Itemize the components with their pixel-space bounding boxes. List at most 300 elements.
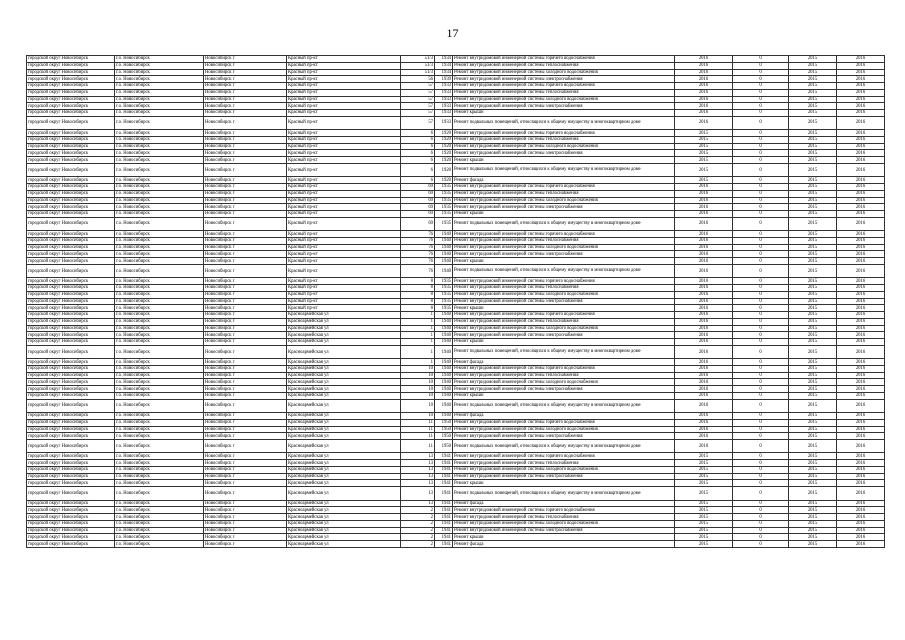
street-cell: Красный пр-кт [287, 264, 401, 277]
street-cell: Красноармейская ул [287, 372, 401, 379]
planned-year-cell: 2015 [675, 507, 733, 514]
city-cell: Новосибирск г [204, 116, 287, 129]
settlement-cell: г.о. Новосибирск [115, 231, 204, 238]
street-cell: Красноармейская ул [287, 399, 401, 412]
build-year-cell: 1940 [435, 392, 453, 399]
table-row [27, 163, 885, 176]
street-cell: Красноармейская ул [287, 487, 401, 500]
house-number-cell: 57 [401, 83, 435, 90]
city-cell: Новосибирск г [204, 89, 287, 96]
house-number-cell: 10 [401, 372, 435, 379]
period-end-cell: 2016 [837, 76, 885, 83]
street-cell: Красный пр-кт [287, 110, 401, 117]
table-row [27, 116, 885, 129]
work-type-cell: Ремонт внутридомовой инженерной системы теплоснабжения [453, 318, 675, 325]
table-row [27, 379, 885, 386]
period-start-cell: 2015 [789, 285, 837, 292]
planned-year-cell: 2016 [675, 237, 733, 244]
house-number-cell: 76 [401, 258, 435, 265]
period-start-cell: 2015 [789, 110, 837, 117]
city-cell: Новосибирск г [204, 487, 287, 500]
table-row [27, 534, 885, 541]
planned-year-cell: 2015 [675, 130, 733, 137]
street-cell: Красный пр-кт [287, 217, 401, 230]
house-number-cell: 76 [401, 264, 435, 277]
settlement-cell: г.о. Новосибирск [115, 143, 204, 150]
period-end-cell: 2016 [837, 237, 885, 244]
cost-cell: 0 [733, 298, 789, 305]
work-type-cell: Ремонт внутридомовой инженерной системы электроснабжения [453, 386, 675, 393]
cost-cell: 0 [733, 184, 789, 191]
period-start-cell: 2015 [789, 325, 837, 332]
build-year-cell: 1950 [435, 433, 453, 440]
period-end-cell: 2016 [837, 480, 885, 487]
city-cell: Новосибирск г [204, 298, 287, 305]
work-type-cell: Ремонт внутридомовой инженерной системы холодного водоснабжения [453, 197, 675, 204]
street-cell: Красный пр-кт [287, 184, 401, 191]
work-type-cell: Ремонт внутридомовой инженерной системы теплоснабжения [453, 190, 675, 197]
period-end-cell: 2016 [837, 507, 885, 514]
build-year-cell: 1940 [435, 231, 453, 238]
work-type-cell: Ремонт внутридомовой инженерной системы холодного водоснабжения [453, 325, 675, 332]
build-year-cell: 1941 [435, 480, 453, 487]
planned-year-cell: 2016 [675, 89, 733, 96]
period-start-cell: 2015 [789, 244, 837, 251]
period-end-cell: 2016 [837, 96, 885, 103]
settlement-cell: г.о. Новосибирск [115, 487, 204, 500]
street-cell: Красноармейская ул [287, 541, 401, 548]
city-cell: Новосибирск г [204, 136, 287, 143]
period-start-cell: 2015 [789, 251, 837, 258]
house-number-cell: 6 [401, 143, 435, 150]
city-cell: Новосибирск г [204, 96, 287, 103]
table-row [27, 419, 885, 426]
cost-cell: 0 [733, 359, 789, 366]
period-start-cell: 2015 [789, 157, 837, 164]
period-end-cell: 2016 [837, 298, 885, 305]
table-row [27, 136, 885, 143]
house-number-cell: 13 [401, 500, 435, 507]
table-row [27, 103, 885, 110]
build-year-cell: 1935 [435, 184, 453, 191]
period-end-cell: 2016 [837, 534, 885, 541]
period-end-cell: 2016 [837, 359, 885, 366]
planned-year-cell: 2016 [675, 318, 733, 325]
planned-year-cell: 2016 [675, 264, 733, 277]
planned-year-cell: 2016 [675, 217, 733, 230]
cost-cell: 0 [733, 163, 789, 176]
city-cell: Новосибирск г [204, 190, 287, 197]
settlement-cell: г.о. Новосибирск [115, 264, 204, 277]
street-cell: Красный пр-кт [287, 56, 401, 63]
settlement-cell: г.о. Новосибирск [115, 379, 204, 386]
settlement-cell: г.о. Новосибирск [115, 204, 204, 211]
period-start-cell: 2015 [789, 217, 837, 230]
settlement-cell: г.о. Новосибирск [115, 339, 204, 346]
table-row [27, 339, 885, 346]
cost-cell: 0 [733, 157, 789, 164]
municipality-cell: городской округ Новосибирск [27, 305, 115, 312]
cost-cell: 0 [733, 177, 789, 184]
house-number-cell: 13 [401, 487, 435, 500]
cost-cell: 0 [733, 305, 789, 312]
street-cell: Красный пр-кт [287, 305, 401, 312]
planned-year-cell: 2016 [675, 56, 733, 63]
settlement-cell: г.о. Новосибирск [115, 56, 204, 63]
period-end-cell: 2016 [837, 130, 885, 137]
period-end-cell: 2016 [837, 372, 885, 379]
municipality-cell: городской округ Новосибирск [27, 76, 115, 83]
street-cell: Красноармейская ул [287, 392, 401, 399]
table-row [27, 386, 885, 393]
planned-year-cell: 2016 [675, 103, 733, 110]
house-number-cell: 57 [401, 96, 435, 103]
cost-cell: 0 [733, 211, 789, 218]
city-cell: Новосибирск г [204, 103, 287, 110]
work-type-cell: Ремонт внутридомовой инженерной системы электроснабжения [453, 103, 675, 110]
work-type-cell: Ремонт внутридомовой инженерной системы теплоснабжения [453, 460, 675, 467]
settlement-cell: г.о. Новосибирск [115, 312, 204, 319]
table-row [27, 237, 885, 244]
cost-cell: 0 [733, 325, 789, 332]
planned-year-cell: 2016 [675, 190, 733, 197]
planned-year-cell: 2016 [675, 83, 733, 90]
house-number-cell: 76 [401, 231, 435, 238]
street-cell: Красный пр-кт [287, 204, 401, 211]
street-cell: Красный пр-кт [287, 211, 401, 218]
house-number-cell: 76 [401, 237, 435, 244]
period-start-cell: 2015 [789, 359, 837, 366]
street-cell: Красноармейская ул [287, 514, 401, 521]
municipality-cell: городской округ Новосибирск [27, 433, 115, 440]
municipality-cell: городской округ Новосибирск [27, 150, 115, 157]
table-row [27, 190, 885, 197]
street-cell: Красноармейская ул [287, 480, 401, 487]
table-row [27, 372, 885, 379]
city-cell: Новосибирск г [204, 69, 287, 76]
planned-year-cell: 2016 [675, 386, 733, 393]
cost-cell: 0 [733, 278, 789, 285]
build-year-cell: 1940 [435, 359, 453, 366]
street-cell: Красный пр-кт [287, 237, 401, 244]
street-cell: Красный пр-кт [287, 285, 401, 292]
work-type-cell: Ремонт внутридомовой инженерной системы теплоснабжения [453, 62, 675, 69]
planned-year-cell: 2016 [675, 345, 733, 358]
house-number-cell: 69 [401, 184, 435, 191]
house-number-cell: 76 [401, 244, 435, 251]
city-cell: Новосибирск г [204, 318, 287, 325]
street-cell: Красноармейская ул [287, 440, 401, 453]
house-number-cell: 10 [401, 392, 435, 399]
city-cell: Новосибирск г [204, 258, 287, 265]
table-row [27, 150, 885, 157]
table-row [27, 62, 885, 69]
cost-cell: 0 [733, 231, 789, 238]
street-cell: Красный пр-кт [287, 130, 401, 137]
planned-year-cell: 2015 [675, 520, 733, 527]
municipality-cell: городской округ Новосибирск [27, 392, 115, 399]
settlement-cell: г.о. Новосибирск [115, 285, 204, 292]
municipality-cell: городской округ Новосибирск [27, 359, 115, 366]
street-cell: Красноармейская ул [287, 460, 401, 467]
cost-cell: 0 [733, 69, 789, 76]
build-year-cell: 1940 [435, 251, 453, 258]
build-year-cell: 1935 [435, 211, 453, 218]
build-year-cell: 1940 [435, 413, 453, 420]
municipality-cell: городской округ Новосибирск [27, 399, 115, 412]
municipality-cell: городской округ Новосибирск [27, 426, 115, 433]
table-row [27, 157, 885, 164]
house-number-cell: 57 [401, 116, 435, 129]
period-start-cell: 2015 [789, 116, 837, 129]
period-end-cell: 2016 [837, 285, 885, 292]
cost-cell: 0 [733, 433, 789, 440]
municipality-cell: городской округ Новосибирск [27, 372, 115, 379]
street-cell: Красный пр-кт [287, 103, 401, 110]
street-cell: Красный пр-кт [287, 76, 401, 83]
build-year-cell: 1940 [435, 365, 453, 372]
house-number-cell: 13 [401, 466, 435, 473]
house-number-cell: 10 [401, 386, 435, 393]
period-start-cell: 2015 [789, 386, 837, 393]
period-end-cell: 2016 [837, 514, 885, 521]
settlement-cell: г.о. Новосибирск [115, 83, 204, 90]
city-cell: Новосибирск г [204, 365, 287, 372]
table-row [27, 204, 885, 211]
city-cell: Новосибирск г [204, 473, 287, 480]
settlement-cell: г.о. Новосибирск [115, 103, 204, 110]
cost-cell: 0 [733, 190, 789, 197]
period-start-cell: 2015 [789, 339, 837, 346]
build-year-cell: 1941 [435, 514, 453, 521]
work-type-cell: Ремонт крыши [453, 211, 675, 218]
house-number-cell: 51/3 [401, 56, 435, 63]
municipality-cell: городской округ Новосибирск [27, 83, 115, 90]
settlement-cell: г.о. Новосибирск [115, 399, 204, 412]
house-number-cell: 8 [401, 298, 435, 305]
street-cell: Красный пр-кт [287, 258, 401, 265]
settlement-cell: г.о. Новосибирск [115, 150, 204, 157]
work-type-cell: Ремонт внутридомовой инженерной системы теплоснабжения [453, 372, 675, 379]
period-start-cell: 2015 [789, 103, 837, 110]
table-row [27, 453, 885, 460]
work-type-cell: Ремонт внутридомовой инженерной системы горячего водоснабжения [453, 231, 675, 238]
period-start-cell: 2015 [789, 96, 837, 103]
work-type-cell: Ремонт подвальных помещений, относящихся к общему имуществу в многоквартирном доме [453, 345, 675, 358]
city-cell: Новосибирск г [204, 379, 287, 386]
period-end-cell: 2016 [837, 305, 885, 312]
build-year-cell: 1920 [435, 130, 453, 137]
table-row [27, 466, 885, 473]
period-end-cell: 2016 [837, 83, 885, 90]
settlement-cell: г.о. Новосибирск [115, 244, 204, 251]
period-end-cell: 2016 [837, 419, 885, 426]
work-type-cell: Ремонт внутридомовой инженерной системы теплоснабжения [453, 136, 675, 143]
period-end-cell: 2016 [837, 413, 885, 420]
work-type-cell: Ремонт внутридомовой инженерной системы горячего водоснабжения [453, 184, 675, 191]
period-start-cell: 2015 [789, 258, 837, 265]
municipality-cell: городской округ Новосибирск [27, 69, 115, 76]
work-type-cell: Ремонт внутридомовой инженерной системы электроснабжения [453, 332, 675, 339]
table-row [27, 325, 885, 332]
city-cell: Новосибирск г [204, 312, 287, 319]
settlement-cell: г.о. Новосибирск [115, 426, 204, 433]
planned-year-cell: 2015 [675, 460, 733, 467]
period-end-cell: 2016 [837, 163, 885, 176]
build-year-cell: 1920 [435, 143, 453, 150]
cost-cell: 0 [733, 534, 789, 541]
settlement-cell: г.о. Новосибирск [115, 89, 204, 96]
cost-cell: 0 [733, 520, 789, 527]
street-cell: Красноармейская ул [287, 413, 401, 420]
street-cell: Красноармейская ул [287, 433, 401, 440]
period-end-cell: 2016 [837, 345, 885, 358]
planned-year-cell: 2015 [675, 143, 733, 150]
municipality-cell: городской округ Новосибирск [27, 217, 115, 230]
planned-year-cell: 2016 [675, 379, 733, 386]
planned-year-cell: 2016 [675, 312, 733, 319]
planned-year-cell: 2015 [675, 473, 733, 480]
period-start-cell: 2015 [789, 541, 837, 548]
period-start-cell: 2015 [789, 379, 837, 386]
street-cell: Красный пр-кт [287, 89, 401, 96]
municipality-cell: городской округ Новосибирск [27, 291, 115, 298]
table-row [27, 312, 885, 319]
municipality-cell: городской округ Новосибирск [27, 386, 115, 393]
work-type-cell: Ремонт внутридомовой инженерной системы холодного водоснабжения [453, 96, 675, 103]
period-start-cell: 2015 [789, 440, 837, 453]
work-type-cell: Ремонт подвальных помещений, относящихся к общему имуществу в многоквартирном доме [453, 264, 675, 277]
work-type-cell: Ремонт внутридомовой инженерной системы горячего водоснабжения [453, 365, 675, 372]
cost-cell: 0 [733, 379, 789, 386]
settlement-cell: г.о. Новосибирск [115, 211, 204, 218]
period-start-cell: 2015 [789, 473, 837, 480]
table-row [27, 440, 885, 453]
planned-year-cell: 2016 [675, 440, 733, 453]
settlement-cell: г.о. Новосибирск [115, 318, 204, 325]
period-end-cell: 2016 [837, 332, 885, 339]
build-year-cell: 1935 [435, 278, 453, 285]
work-type-cell: Ремонт крыши [453, 480, 675, 487]
municipality-cell: городской округ Новосибирск [27, 379, 115, 386]
table-row [27, 285, 885, 292]
work-type-cell: Ремонт внутридомовой инженерной системы горячего водоснабжения [453, 130, 675, 137]
cost-cell: 0 [733, 392, 789, 399]
house-number-cell: 1 [401, 325, 435, 332]
build-year-cell: 1940 [435, 258, 453, 265]
table-row [27, 110, 885, 117]
municipality-cell: городской округ Новосибирск [27, 298, 115, 305]
planned-year-cell: 2015 [675, 136, 733, 143]
table-row [27, 345, 885, 358]
cost-cell: 0 [733, 426, 789, 433]
cost-cell: 0 [733, 507, 789, 514]
planned-year-cell: 2015 [675, 150, 733, 157]
settlement-cell: г.о. Новосибирск [115, 514, 204, 521]
period-end-cell: 2016 [837, 520, 885, 527]
house-number-cell: 6 [401, 177, 435, 184]
planned-year-cell: 2016 [675, 231, 733, 238]
cost-cell: 0 [733, 204, 789, 211]
work-type-cell: Ремонт подвальных помещений, относящихся к общему имуществу в многоквартирном доме [453, 116, 675, 129]
period-start-cell: 2015 [789, 231, 837, 238]
settlement-cell: г.о. Новосибирск [115, 480, 204, 487]
cost-cell: 0 [733, 244, 789, 251]
period-start-cell: 2015 [789, 163, 837, 176]
period-end-cell: 2016 [837, 264, 885, 277]
table-row [27, 480, 885, 487]
work-type-cell: Ремонт фасада [453, 413, 675, 420]
street-cell: Красноармейская ул [287, 365, 401, 372]
table-row [27, 278, 885, 285]
work-type-cell: Ремонт внутридомовой инженерной системы холодного водоснабжения [453, 379, 675, 386]
street-cell: Красноармейская ул [287, 466, 401, 473]
city-cell: Новосибирск г [204, 480, 287, 487]
settlement-cell: г.о. Новосибирск [115, 500, 204, 507]
planned-year-cell: 2016 [675, 211, 733, 218]
house-number-cell: 8 [401, 305, 435, 312]
municipality-cell: городской округ Новосибирск [27, 480, 115, 487]
planned-year-cell: 2016 [675, 62, 733, 69]
house-number-cell: 69 [401, 197, 435, 204]
planned-year-cell: 2016 [675, 298, 733, 305]
build-year-cell: 1941 [435, 541, 453, 548]
house-number-cell: 13 [401, 473, 435, 480]
cost-cell: 0 [733, 345, 789, 358]
period-end-cell: 2016 [837, 110, 885, 117]
build-year-cell: 1950 [435, 426, 453, 433]
city-cell: Новосибирск г [204, 163, 287, 176]
table-row [27, 231, 885, 238]
house-number-cell: 1 [401, 359, 435, 366]
period-end-cell: 2016 [837, 487, 885, 500]
build-year-cell: 1941 [435, 507, 453, 514]
municipality-cell: городской округ Новосибирск [27, 460, 115, 467]
settlement-cell: г.о. Новосибирск [115, 76, 204, 83]
city-cell: Новосибирск г [204, 62, 287, 69]
planned-year-cell: 2016 [675, 325, 733, 332]
municipality-cell: городской округ Новосибирск [27, 136, 115, 143]
period-end-cell: 2016 [837, 453, 885, 460]
capital-repair-table [26, 55, 885, 548]
city-cell: Новосибирск г [204, 150, 287, 157]
period-end-cell: 2016 [837, 318, 885, 325]
municipality-cell: городской округ Новосибирск [27, 211, 115, 218]
house-number-cell: 1 [401, 312, 435, 319]
period-end-cell: 2016 [837, 433, 885, 440]
period-end-cell: 2016 [837, 231, 885, 238]
table-row [27, 96, 885, 103]
table-row [27, 318, 885, 325]
planned-year-cell: 2016 [675, 244, 733, 251]
city-cell: Новосибирск г [204, 500, 287, 507]
table-row [27, 359, 885, 366]
street-cell: Красноармейская ул [287, 386, 401, 393]
settlement-cell: г.о. Новосибирск [115, 419, 204, 426]
planned-year-cell: 2016 [675, 365, 733, 372]
municipality-cell: городской округ Новосибирск [27, 419, 115, 426]
period-start-cell: 2015 [789, 298, 837, 305]
house-number-cell: 6 [401, 150, 435, 157]
city-cell: Новосибирск г [204, 339, 287, 346]
build-year-cell: 1941 [435, 466, 453, 473]
municipality-cell: городской округ Новосибирск [27, 244, 115, 251]
house-number-cell: 1 [401, 345, 435, 358]
municipality-cell: городской округ Новосибирск [27, 318, 115, 325]
build-year-cell: 1940 [435, 312, 453, 319]
table-row [27, 298, 885, 305]
table-row [27, 251, 885, 258]
